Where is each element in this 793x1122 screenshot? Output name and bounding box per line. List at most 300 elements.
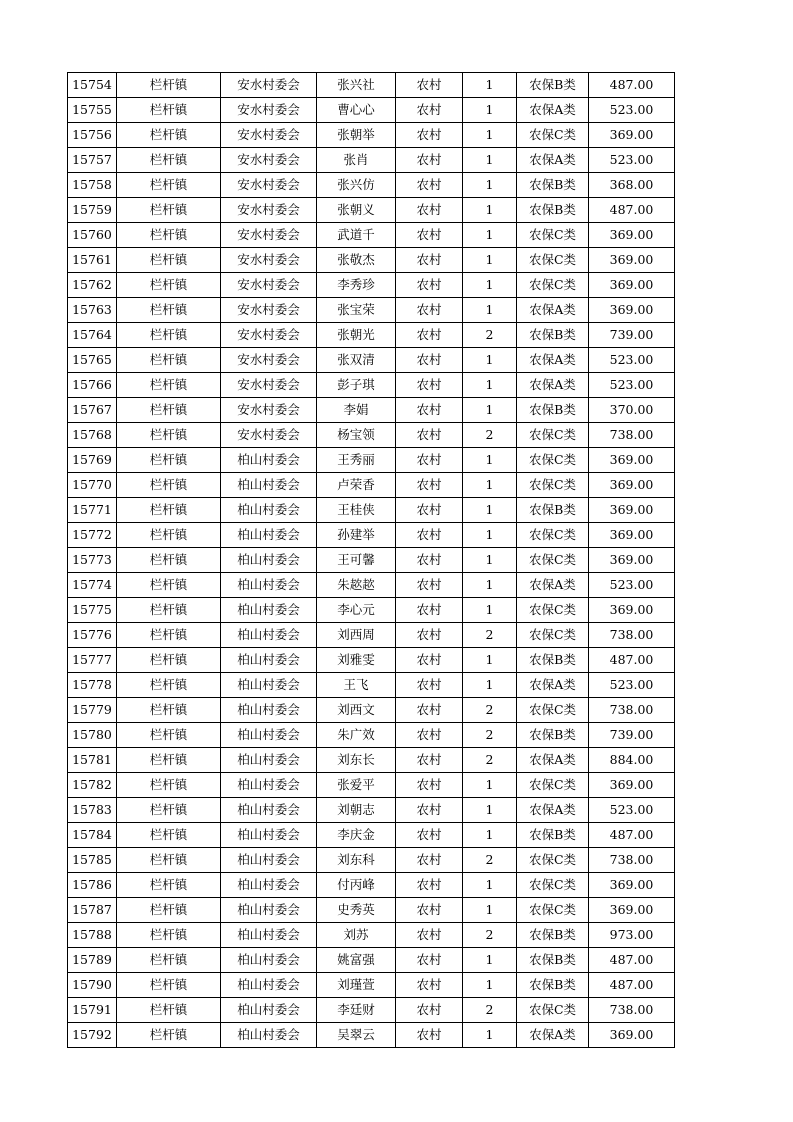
village-cell: 柏山村委会: [221, 798, 317, 823]
record-id-cell: 15763: [68, 298, 117, 323]
amount-cell: 487.00: [589, 648, 675, 673]
village-cell: 柏山村委会: [221, 998, 317, 1023]
record-id-cell: 15764: [68, 323, 117, 348]
person-name-cell: 李秀珍: [317, 273, 396, 298]
town-cell: 栏杆镇: [117, 548, 221, 573]
category-cell: 农保C类: [517, 473, 589, 498]
record-id-cell: 15774: [68, 573, 117, 598]
category-cell: 农保B类: [517, 648, 589, 673]
town-cell: 栏杆镇: [117, 723, 221, 748]
household-type-cell: 农村: [396, 998, 463, 1023]
person-name-cell: 刘朝志: [317, 798, 396, 823]
table-row: [68, 848, 675, 873]
town-cell: 栏杆镇: [117, 873, 221, 898]
amount-cell: 487.00: [589, 948, 675, 973]
person-count-cell: 1: [463, 873, 517, 898]
table-row: [68, 148, 675, 173]
person-name-cell: 朱趑趑: [317, 573, 396, 598]
table-row: [68, 273, 675, 298]
record-id-cell: 15784: [68, 823, 117, 848]
person-name-cell: 刘雅雯: [317, 648, 396, 673]
table-row: [68, 623, 675, 648]
village-cell: 柏山村委会: [221, 823, 317, 848]
village-cell: 安水村委会: [221, 173, 317, 198]
amount-cell: 369.00: [589, 598, 675, 623]
town-cell: 栏杆镇: [117, 798, 221, 823]
town-cell: 栏杆镇: [117, 123, 221, 148]
person-count-cell: 1: [463, 223, 517, 248]
person-count-cell: 2: [463, 423, 517, 448]
town-cell: 栏杆镇: [117, 1023, 221, 1048]
person-name-cell: 张双清: [317, 348, 396, 373]
category-cell: 农保A类: [517, 673, 589, 698]
record-id-cell: 15778: [68, 673, 117, 698]
amount-cell: 739.00: [589, 323, 675, 348]
town-cell: 栏杆镇: [117, 198, 221, 223]
village-cell: 柏山村委会: [221, 548, 317, 573]
town-cell: 栏杆镇: [117, 648, 221, 673]
person-name-cell: 刘东科: [317, 848, 396, 873]
table-row: [68, 198, 675, 223]
record-id-cell: 15783: [68, 798, 117, 823]
category-cell: 农保B类: [517, 173, 589, 198]
person-count-cell: 1: [463, 973, 517, 998]
person-count-cell: 1: [463, 948, 517, 973]
household-type-cell: 农村: [396, 623, 463, 648]
household-type-cell: 农村: [396, 248, 463, 273]
category-cell: 农保B类: [517, 823, 589, 848]
person-name-cell: 李心元: [317, 598, 396, 623]
town-cell: 栏杆镇: [117, 523, 221, 548]
record-id-cell: 15781: [68, 748, 117, 773]
record-id-cell: 15792: [68, 1023, 117, 1048]
record-id-cell: 15759: [68, 198, 117, 223]
table-row: [68, 723, 675, 748]
amount-cell: 738.00: [589, 848, 675, 873]
household-type-cell: 农村: [396, 598, 463, 623]
village-cell: 柏山村委会: [221, 873, 317, 898]
person-count-cell: 1: [463, 348, 517, 373]
category-cell: 农保C类: [517, 998, 589, 1023]
village-cell: 柏山村委会: [221, 648, 317, 673]
category-cell: 农保C类: [517, 523, 589, 548]
household-type-cell: 农村: [396, 473, 463, 498]
table-row: [68, 373, 675, 398]
household-type-cell: 农村: [396, 923, 463, 948]
table-row: [68, 948, 675, 973]
person-count-cell: 1: [463, 498, 517, 523]
table-row: [68, 523, 675, 548]
record-id-cell: 15788: [68, 923, 117, 948]
category-cell: 农保C类: [517, 273, 589, 298]
person-name-cell: 朱广效: [317, 723, 396, 748]
category-cell: 农保B类: [517, 198, 589, 223]
village-cell: 柏山村委会: [221, 498, 317, 523]
village-cell: 安水村委会: [221, 73, 317, 98]
person-name-cell: 吴翠云: [317, 1023, 396, 1048]
village-cell: 柏山村委会: [221, 1023, 317, 1048]
table-row: [68, 898, 675, 923]
table-row: [68, 748, 675, 773]
amount-cell: 738.00: [589, 423, 675, 448]
household-type-cell: 农村: [396, 423, 463, 448]
record-id-cell: 15789: [68, 948, 117, 973]
person-count-cell: 1: [463, 798, 517, 823]
amount-cell: 369.00: [589, 898, 675, 923]
record-id-cell: 15782: [68, 773, 117, 798]
amount-cell: 369.00: [589, 873, 675, 898]
household-type-cell: 农村: [396, 348, 463, 373]
category-cell: 农保B类: [517, 723, 589, 748]
record-id-cell: 15790: [68, 973, 117, 998]
person-name-cell: 王飞: [317, 673, 396, 698]
category-cell: 农保C类: [517, 773, 589, 798]
amount-cell: 487.00: [589, 823, 675, 848]
record-id-cell: 15773: [68, 548, 117, 573]
household-type-cell: 农村: [396, 123, 463, 148]
person-name-cell: 张肖: [317, 148, 396, 173]
person-count-cell: 1: [463, 523, 517, 548]
village-cell: 柏山村委会: [221, 573, 317, 598]
amount-cell: 369.00: [589, 273, 675, 298]
amount-cell: 487.00: [589, 73, 675, 98]
person-count-cell: 1: [463, 473, 517, 498]
category-cell: 农保A类: [517, 298, 589, 323]
person-count-cell: 1: [463, 398, 517, 423]
person-name-cell: 张朝光: [317, 323, 396, 348]
person-count-cell: 1: [463, 773, 517, 798]
town-cell: 栏杆镇: [117, 448, 221, 473]
person-name-cell: 孙建举: [317, 523, 396, 548]
person-name-cell: 张敬杰: [317, 248, 396, 273]
person-count-cell: 1: [463, 548, 517, 573]
amount-cell: 738.00: [589, 698, 675, 723]
person-name-cell: 刘东长: [317, 748, 396, 773]
village-cell: 柏山村委会: [221, 698, 317, 723]
household-type-cell: 农村: [396, 398, 463, 423]
table-row: [68, 548, 675, 573]
village-cell: 安水村委会: [221, 323, 317, 348]
village-cell: 柏山村委会: [221, 448, 317, 473]
record-id-cell: 15776: [68, 623, 117, 648]
amount-cell: 369.00: [589, 523, 675, 548]
household-type-cell: 农村: [396, 673, 463, 698]
household-type-cell: 农村: [396, 723, 463, 748]
category-cell: 农保B类: [517, 398, 589, 423]
amount-cell: 369.00: [589, 248, 675, 273]
person-name-cell: 彭子琪: [317, 373, 396, 398]
town-cell: 栏杆镇: [117, 973, 221, 998]
person-count-cell: 2: [463, 998, 517, 1023]
amount-cell: 369.00: [589, 223, 675, 248]
household-type-cell: 农村: [396, 573, 463, 598]
village-cell: 柏山村委会: [221, 973, 317, 998]
town-cell: 栏杆镇: [117, 698, 221, 723]
person-count-cell: 1: [463, 173, 517, 198]
category-cell: 农保A类: [517, 148, 589, 173]
table-row: [68, 773, 675, 798]
person-count-cell: 1: [463, 823, 517, 848]
category-cell: 农保A类: [517, 98, 589, 123]
person-count-cell: 1: [463, 1023, 517, 1048]
table-row: [68, 123, 675, 148]
household-type-cell: 农村: [396, 973, 463, 998]
record-id-cell: 15785: [68, 848, 117, 873]
category-cell: 农保A类: [517, 573, 589, 598]
person-count-cell: 1: [463, 273, 517, 298]
records-table: [67, 72, 675, 1048]
household-type-cell: 农村: [396, 798, 463, 823]
category-cell: 农保C类: [517, 898, 589, 923]
person-name-cell: 张兴社: [317, 73, 396, 98]
record-id-cell: 15787: [68, 898, 117, 923]
record-id-cell: 15757: [68, 148, 117, 173]
household-type-cell: 农村: [396, 498, 463, 523]
person-name-cell: 杨宝领: [317, 423, 396, 448]
person-name-cell: 张朝举: [317, 123, 396, 148]
household-type-cell: 农村: [396, 848, 463, 873]
person-name-cell: 王桂侠: [317, 498, 396, 523]
record-id-cell: 15767: [68, 398, 117, 423]
person-name-cell: 王秀丽: [317, 448, 396, 473]
category-cell: 农保C类: [517, 123, 589, 148]
category-cell: 农保C类: [517, 598, 589, 623]
table-row: [68, 923, 675, 948]
village-cell: 安水村委会: [221, 373, 317, 398]
record-id-cell: 15768: [68, 423, 117, 448]
household-type-cell: 农村: [396, 948, 463, 973]
category-cell: 农保B类: [517, 323, 589, 348]
person-name-cell: 史秀英: [317, 898, 396, 923]
village-cell: 安水村委会: [221, 198, 317, 223]
household-type-cell: 农村: [396, 448, 463, 473]
person-count-cell: 2: [463, 623, 517, 648]
town-cell: 栏杆镇: [117, 173, 221, 198]
amount-cell: 523.00: [589, 798, 675, 823]
amount-cell: 973.00: [589, 923, 675, 948]
table-row: [68, 1023, 675, 1048]
table-row: [68, 173, 675, 198]
village-cell: 安水村委会: [221, 348, 317, 373]
table-row: [68, 98, 675, 123]
record-id-cell: 15761: [68, 248, 117, 273]
category-cell: 农保C类: [517, 223, 589, 248]
amount-cell: 487.00: [589, 198, 675, 223]
town-cell: 栏杆镇: [117, 73, 221, 98]
category-cell: 农保B类: [517, 73, 589, 98]
record-id-cell: 15769: [68, 448, 117, 473]
person-count-cell: 1: [463, 448, 517, 473]
household-type-cell: 农村: [396, 198, 463, 223]
household-type-cell: 农村: [396, 298, 463, 323]
table-row: [68, 648, 675, 673]
record-id-cell: 15771: [68, 498, 117, 523]
village-cell: 柏山村委会: [221, 598, 317, 623]
person-name-cell: 李娟: [317, 398, 396, 423]
person-name-cell: 曹心心: [317, 98, 396, 123]
category-cell: 农保B类: [517, 923, 589, 948]
town-cell: 栏杆镇: [117, 223, 221, 248]
amount-cell: 368.00: [589, 173, 675, 198]
amount-cell: 739.00: [589, 723, 675, 748]
village-cell: 柏山村委会: [221, 473, 317, 498]
table-row: [68, 973, 675, 998]
table-row: [68, 423, 675, 448]
town-cell: 栏杆镇: [117, 273, 221, 298]
person-count-cell: 2: [463, 323, 517, 348]
person-count-cell: 1: [463, 898, 517, 923]
person-count-cell: 2: [463, 748, 517, 773]
person-name-cell: 刘西周: [317, 623, 396, 648]
record-id-cell: 15779: [68, 698, 117, 723]
category-cell: 农保A类: [517, 748, 589, 773]
amount-cell: 523.00: [589, 573, 675, 598]
town-cell: 栏杆镇: [117, 898, 221, 923]
table-row: [68, 323, 675, 348]
record-id-cell: 15786: [68, 873, 117, 898]
table-row: [68, 223, 675, 248]
household-type-cell: 农村: [396, 898, 463, 923]
town-cell: 栏杆镇: [117, 673, 221, 698]
household-type-cell: 农村: [396, 373, 463, 398]
category-cell: 农保A类: [517, 373, 589, 398]
table-row: [68, 698, 675, 723]
person-name-cell: 武道千: [317, 223, 396, 248]
amount-cell: 369.00: [589, 773, 675, 798]
category-cell: 农保C类: [517, 848, 589, 873]
village-cell: 柏山村委会: [221, 923, 317, 948]
person-name-cell: 张宝荣: [317, 298, 396, 323]
village-cell: 柏山村委会: [221, 898, 317, 923]
record-id-cell: 15777: [68, 648, 117, 673]
table-row: [68, 798, 675, 823]
table-row: [68, 298, 675, 323]
table-row: [68, 473, 675, 498]
person-count-cell: 2: [463, 723, 517, 748]
household-type-cell: 农村: [396, 648, 463, 673]
village-cell: 安水村委会: [221, 298, 317, 323]
amount-cell: 738.00: [589, 998, 675, 1023]
record-id-cell: 15755: [68, 98, 117, 123]
amount-cell: 884.00: [589, 748, 675, 773]
table-row: [68, 498, 675, 523]
village-cell: 柏山村委会: [221, 848, 317, 873]
person-count-cell: 1: [463, 248, 517, 273]
village-cell: 安水村委会: [221, 98, 317, 123]
amount-cell: 369.00: [589, 548, 675, 573]
town-cell: 栏杆镇: [117, 998, 221, 1023]
person-count-cell: 1: [463, 198, 517, 223]
table-row: [68, 573, 675, 598]
table-row: [68, 598, 675, 623]
village-cell: 安水村委会: [221, 273, 317, 298]
person-name-cell: 张兴仿: [317, 173, 396, 198]
village-cell: 柏山村委会: [221, 673, 317, 698]
village-cell: 安水村委会: [221, 123, 317, 148]
amount-cell: 523.00: [589, 348, 675, 373]
category-cell: 农保C类: [517, 623, 589, 648]
village-cell: 柏山村委会: [221, 948, 317, 973]
table-row: [68, 448, 675, 473]
record-id-cell: 15791: [68, 998, 117, 1023]
household-type-cell: 农村: [396, 823, 463, 848]
village-cell: 安水村委会: [221, 248, 317, 273]
town-cell: 栏杆镇: [117, 398, 221, 423]
person-count-cell: 1: [463, 373, 517, 398]
town-cell: 栏杆镇: [117, 748, 221, 773]
table-row: [68, 998, 675, 1023]
village-cell: 安水村委会: [221, 148, 317, 173]
household-type-cell: 农村: [396, 548, 463, 573]
village-cell: 安水村委会: [221, 423, 317, 448]
category-cell: 农保C类: [517, 423, 589, 448]
person-count-cell: 2: [463, 848, 517, 873]
amount-cell: 523.00: [589, 673, 675, 698]
town-cell: 栏杆镇: [117, 373, 221, 398]
household-type-cell: 农村: [396, 748, 463, 773]
table-row: [68, 248, 675, 273]
table-row: [68, 823, 675, 848]
household-type-cell: 农村: [396, 523, 463, 548]
town-cell: 栏杆镇: [117, 423, 221, 448]
category-cell: 农保C类: [517, 873, 589, 898]
town-cell: 栏杆镇: [117, 773, 221, 798]
record-id-cell: 15762: [68, 273, 117, 298]
household-type-cell: 农村: [396, 223, 463, 248]
table-row: [68, 398, 675, 423]
person-name-cell: 刘瑾萱: [317, 973, 396, 998]
record-id-cell: 15765: [68, 348, 117, 373]
person-name-cell: 刘苏: [317, 923, 396, 948]
person-name-cell: 张爱平: [317, 773, 396, 798]
amount-cell: 738.00: [589, 623, 675, 648]
town-cell: 栏杆镇: [117, 298, 221, 323]
record-id-cell: 15758: [68, 173, 117, 198]
town-cell: 栏杆镇: [117, 498, 221, 523]
person-count-cell: 1: [463, 673, 517, 698]
category-cell: 农保C类: [517, 548, 589, 573]
person-name-cell: 姚富强: [317, 948, 396, 973]
table-body: [68, 73, 675, 1048]
person-count-cell: 2: [463, 698, 517, 723]
village-cell: 柏山村委会: [221, 723, 317, 748]
category-cell: 农保A类: [517, 348, 589, 373]
town-cell: 栏杆镇: [117, 848, 221, 873]
household-type-cell: 农村: [396, 173, 463, 198]
category-cell: 农保C类: [517, 248, 589, 273]
village-cell: 安水村委会: [221, 398, 317, 423]
person-name-cell: 王可馨: [317, 548, 396, 573]
household-type-cell: 农村: [396, 1023, 463, 1048]
table-row: [68, 673, 675, 698]
person-count-cell: 1: [463, 573, 517, 598]
town-cell: 栏杆镇: [117, 248, 221, 273]
person-count-cell: 1: [463, 73, 517, 98]
household-type-cell: 农村: [396, 698, 463, 723]
person-name-cell: 付丙峰: [317, 873, 396, 898]
record-id-cell: 15775: [68, 598, 117, 623]
person-name-cell: 卢荣香: [317, 473, 396, 498]
person-count-cell: 1: [463, 298, 517, 323]
amount-cell: 523.00: [589, 98, 675, 123]
household-type-cell: 农村: [396, 323, 463, 348]
category-cell: 农保B类: [517, 973, 589, 998]
person-count-cell: 1: [463, 648, 517, 673]
table-row: [68, 73, 675, 98]
household-type-cell: 农村: [396, 773, 463, 798]
person-name-cell: 张朝义: [317, 198, 396, 223]
person-count-cell: 1: [463, 148, 517, 173]
